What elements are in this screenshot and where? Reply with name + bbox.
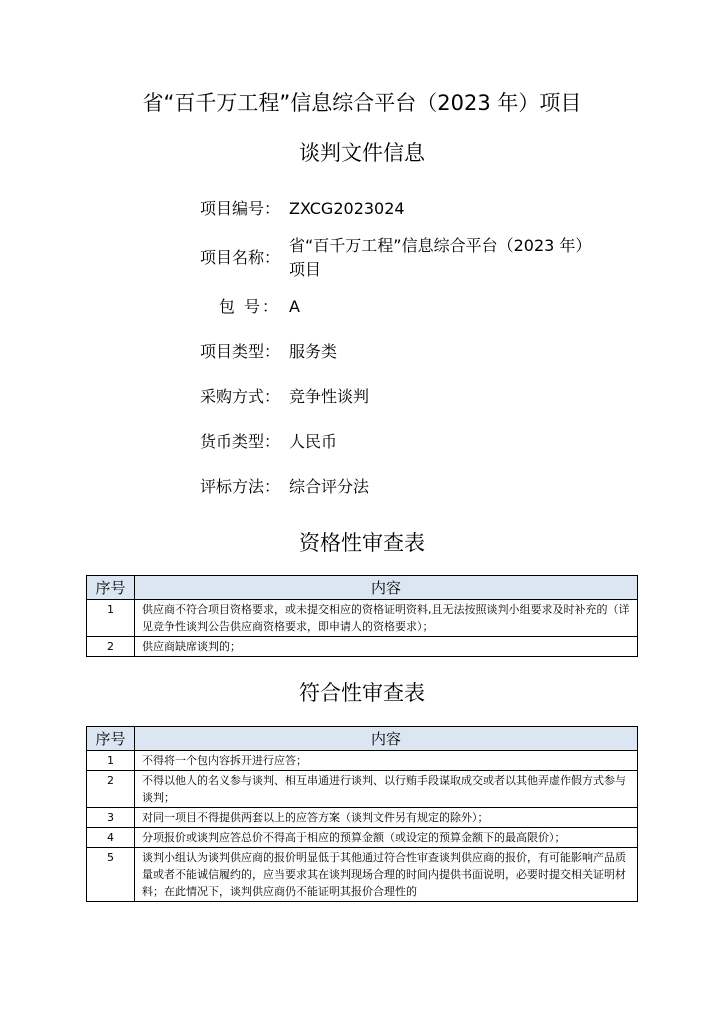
row-content: 供应商不符合项目资格要求，或未提交相应的资格证明资料,且无法按照谈判小组要求及时补充的（详见竞争性谈判公告供应商资格要求，即申请人的资格要求）； (135, 600, 638, 637)
row-no: 3 (87, 808, 135, 828)
header-content: 内容 (135, 727, 638, 751)
section-title-negotiation-info: 谈判文件信息 (299, 141, 425, 165)
table-row (87, 808, 638, 828)
table-row (87, 828, 638, 848)
info-label: 项目类型： (199, 342, 280, 361)
header-content: 内容 (135, 576, 638, 600)
row-content: 不得将一个包内容拆开进行应答； (135, 751, 638, 771)
info-label: 项目编号： (199, 199, 280, 218)
page-title: 省“百千万工程”信息综合平台（2023 年）项目 (142, 91, 582, 115)
table-row (87, 637, 638, 657)
row-no: 1 (87, 600, 135, 637)
table-row (87, 751, 638, 771)
info-value: ZXCG2023024 (289, 199, 405, 218)
row-no: 4 (87, 828, 135, 848)
info-value: 人民币 (289, 432, 338, 451)
info-label: 项目名称： (199, 248, 280, 267)
table-row (87, 848, 638, 902)
header-no: 序号 (87, 727, 135, 751)
info-value: 省“百千万工程”信息综合平台（2023 年）项目 (289, 236, 584, 279)
row-no: 2 (87, 637, 135, 657)
qualification-table (86, 575, 638, 657)
table-header-row (87, 727, 638, 751)
row-no: 2 (87, 771, 135, 808)
row-content: 供应商缺席谈判的； (135, 637, 638, 657)
table-header-row (87, 576, 638, 600)
info-label: 采购方式： (199, 387, 280, 406)
row-content: 谈判小组认为谈判供应商的报价明显低于其他通过符合性审查谈判供应商的报价，有可能影响产品质量或者不能诚信履约的，应当要求其在谈判现场合理的时间内提供书面说明，必要时提交相关证明材料；在此情况下，谈判供应商仍不能证明其报价合理性的 (135, 848, 638, 902)
row-content: 不得以他人的名义参与谈判、相互串通进行谈判、以行贿手段谋取成交或者以其他弄虚作假方式参与谈判； (135, 771, 638, 808)
section-title-qualification: 资格性审查表 (299, 531, 425, 555)
info-value: A (289, 297, 300, 316)
row-no: 5 (87, 848, 135, 902)
compliance-table (86, 726, 638, 902)
info-value: 综合评分法 (289, 477, 370, 496)
info-value: 服务类 (289, 342, 338, 361)
info-label: 货币类型： (199, 432, 280, 451)
info-label: 包 号： (218, 297, 280, 316)
table-row (87, 600, 638, 637)
row-content: 分项报价或谈判应答总价不得高于相应的预算金额（或设定的预算金额下的最高限价）； (135, 828, 638, 848)
row-no: 1 (87, 751, 135, 771)
info-label: 评标方法： (199, 477, 280, 496)
info-value: 竞争性谈判 (289, 387, 370, 406)
section-title-compliance: 符合性审查表 (299, 681, 425, 705)
table-row (87, 771, 638, 808)
row-content: 对同一项目不得提供两套以上的应答方案（谈判文件另有规定的除外）； (135, 808, 638, 828)
header-no: 序号 (87, 576, 135, 600)
